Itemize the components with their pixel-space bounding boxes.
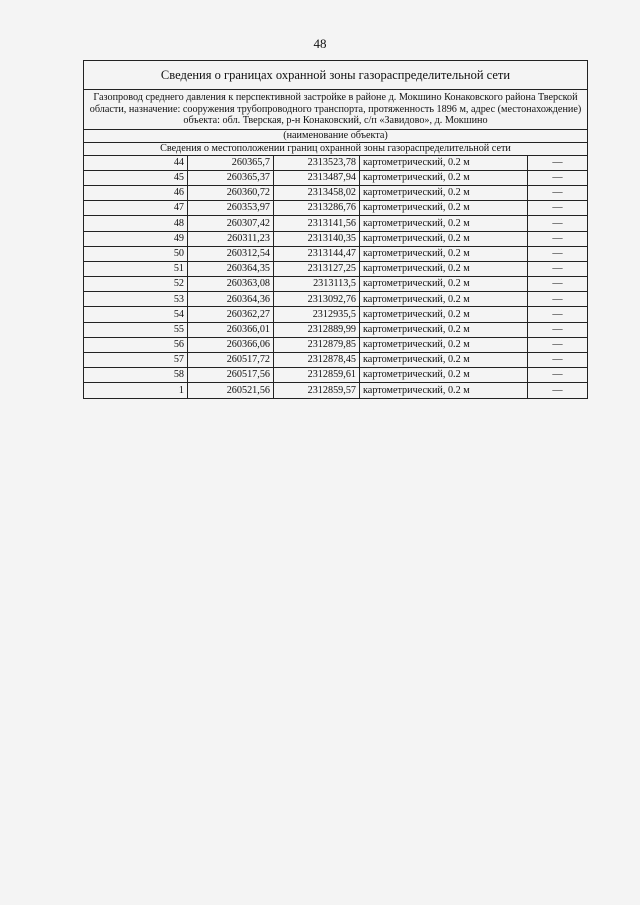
point-number-cell: 1 (84, 383, 188, 398)
y-coordinate-cell: 2312859,61 (274, 368, 360, 383)
note-cell: — (528, 170, 588, 185)
y-coordinate-cell: 2313286,76 (274, 201, 360, 216)
method-cell: картометрический, 0.2 м (360, 292, 528, 307)
y-coordinate-cell: 2312859,57 (274, 383, 360, 398)
table-row (84, 277, 588, 292)
note-cell: — (528, 322, 588, 337)
x-coordinate-cell: 260366,06 (188, 337, 274, 352)
zone-boundary-table (83, 60, 588, 399)
table-row (84, 368, 588, 383)
point-number-cell: 58 (84, 368, 188, 383)
x-coordinate-cell: 260363,08 (188, 277, 274, 292)
x-coordinate-cell: 260365,37 (188, 170, 274, 185)
point-number-cell: 54 (84, 307, 188, 322)
table-row (84, 231, 588, 246)
table-row (84, 307, 588, 322)
x-coordinate-cell: 260521,56 (188, 383, 274, 398)
method-cell: картометрический, 0.2 м (360, 201, 528, 216)
table-row (84, 201, 588, 216)
x-coordinate-cell: 260366,01 (188, 322, 274, 337)
point-number-cell: 44 (84, 155, 188, 170)
note-cell: — (528, 383, 588, 398)
x-coordinate-cell: 260365,7 (188, 155, 274, 170)
point-number-cell: 46 (84, 185, 188, 200)
x-coordinate-cell: 260517,72 (188, 353, 274, 368)
table-row (84, 383, 588, 398)
x-coordinate-cell: 260353,97 (188, 201, 274, 216)
point-number-cell: 45 (84, 170, 188, 185)
y-coordinate-cell: 2313458,02 (274, 185, 360, 200)
method-cell: картометрический, 0.2 м (360, 353, 528, 368)
table-row (84, 322, 588, 337)
y-coordinate-cell: 2313113,5 (274, 277, 360, 292)
x-coordinate-cell: 260364,36 (188, 292, 274, 307)
note-cell: — (528, 155, 588, 170)
table-row (84, 292, 588, 307)
y-coordinate-cell: 2313092,76 (274, 292, 360, 307)
note-cell: — (528, 216, 588, 231)
x-coordinate-cell: 260311,23 (188, 231, 274, 246)
table-row (84, 261, 588, 276)
x-coordinate-cell: 260517,56 (188, 368, 274, 383)
point-number-cell: 48 (84, 216, 188, 231)
note-cell: — (528, 292, 588, 307)
method-cell: картометрический, 0.2 м (360, 246, 528, 261)
point-number-cell: 56 (84, 337, 188, 352)
y-coordinate-cell: 2313140,35 (274, 231, 360, 246)
object-caption: (наименование объекта) (84, 130, 588, 143)
y-coordinate-cell: 2312935,5 (274, 307, 360, 322)
y-coordinate-cell: 2313144,47 (274, 246, 360, 261)
method-cell: картометрический, 0.2 м (360, 337, 528, 352)
x-coordinate-cell: 260312,54 (188, 246, 274, 261)
x-coordinate-cell: 260307,42 (188, 216, 274, 231)
note-cell: — (528, 231, 588, 246)
table-body (84, 61, 588, 399)
note-cell: — (528, 277, 588, 292)
document-title: Сведения о границах охранной зоны газораспределительной сети (84, 61, 588, 90)
note-cell: — (528, 337, 588, 352)
method-cell: картометрический, 0.2 м (360, 216, 528, 231)
y-coordinate-cell: 2312878,45 (274, 353, 360, 368)
method-cell: картометрический, 0.2 м (360, 307, 528, 322)
method-cell: картометрический, 0.2 м (360, 185, 528, 200)
method-cell: картометрический, 0.2 м (360, 383, 528, 398)
method-cell: картометрический, 0.2 м (360, 155, 528, 170)
x-coordinate-cell: 260360,72 (188, 185, 274, 200)
table-row (84, 353, 588, 368)
table-row (84, 155, 588, 170)
x-coordinate-cell: 260364,35 (188, 261, 274, 276)
table-row (84, 216, 588, 231)
method-cell: картометрический, 0.2 м (360, 322, 528, 337)
point-number-cell: 52 (84, 277, 188, 292)
note-cell: — (528, 201, 588, 216)
point-number-cell: 50 (84, 246, 188, 261)
note-cell: — (528, 368, 588, 383)
method-cell: картометрический, 0.2 м (360, 277, 528, 292)
note-cell: — (528, 261, 588, 276)
method-cell: картометрический, 0.2 м (360, 170, 528, 185)
method-cell: картометрический, 0.2 м (360, 261, 528, 276)
x-coordinate-cell: 260362,27 (188, 307, 274, 322)
point-number-cell: 57 (84, 353, 188, 368)
table-row (84, 337, 588, 352)
y-coordinate-cell: 2313523,78 (274, 155, 360, 170)
note-cell: — (528, 307, 588, 322)
point-number-cell: 49 (84, 231, 188, 246)
table-row (84, 246, 588, 261)
table-row (84, 185, 588, 200)
point-number-cell: 55 (84, 322, 188, 337)
point-number-cell: 51 (84, 261, 188, 276)
y-coordinate-cell: 2313487,94 (274, 170, 360, 185)
method-cell: картометрический, 0.2 м (360, 231, 528, 246)
y-coordinate-cell: 2313141,56 (274, 216, 360, 231)
page-number: 48 (313, 36, 327, 51)
method-cell: картометрический, 0.2 м (360, 368, 528, 383)
note-cell: — (528, 185, 588, 200)
y-coordinate-cell: 2312879,85 (274, 337, 360, 352)
y-coordinate-cell: 2312889,99 (274, 322, 360, 337)
section-title: Сведения о местоположении границ охранной зоны газораспределительной сети (84, 142, 588, 155)
object-description: Газопровод среднего давления к перспективной застройке в районе д. Мокшино Конаковского района Тверской области, назначение: сооружения трубопроводного транспорта, протяженность 1896 м, адрес (местонахождение) объекта: обл. Тверская, р-н Конаковский, с/п «Завидово», д. Мокшино (84, 90, 588, 130)
note-cell: — (528, 353, 588, 368)
point-number-cell: 47 (84, 201, 188, 216)
point-number-cell: 53 (84, 292, 188, 307)
table-row (84, 170, 588, 185)
note-cell: — (528, 246, 588, 261)
y-coordinate-cell: 2313127,25 (274, 261, 360, 276)
